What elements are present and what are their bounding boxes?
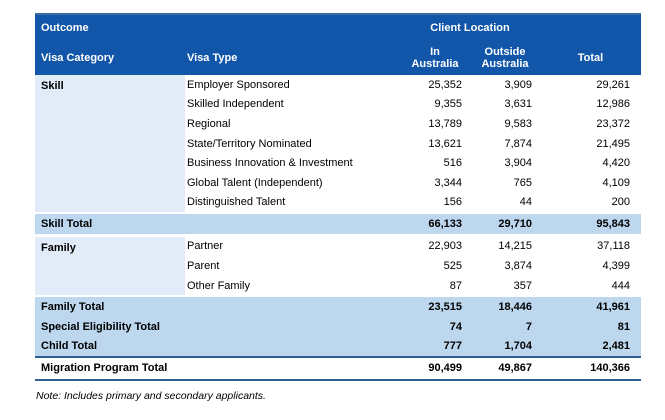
- migration-program-total: 140,366: [590, 362, 630, 375]
- total-cell: 21,495: [596, 137, 630, 150]
- table-header: [35, 13, 641, 75]
- family-total-row: [35, 297, 641, 317]
- visa-type-cell: Partner: [187, 240, 224, 253]
- table-note: Note: Includes primary and secondary applicants.: [36, 389, 266, 402]
- special-eligibility-total: 81: [617, 320, 630, 333]
- total-cell: 29,261: [596, 78, 630, 91]
- child-total-row: [35, 336, 641, 356]
- special-eligibility-in-australia: 74: [449, 320, 462, 333]
- outside-australia-cell: 9,583: [504, 117, 532, 130]
- visa-type-cell: Global Talent (Independent): [187, 176, 323, 189]
- table-row: [185, 276, 641, 296]
- special-eligibility-total-label: Special Eligibility Total: [41, 320, 160, 333]
- skill-total-label: Skill Total: [41, 217, 93, 230]
- table-body: [35, 75, 641, 381]
- child-total-total: 2,481: [602, 340, 630, 353]
- outside-australia-cell: 44: [519, 196, 532, 209]
- child-total-label: Child Total: [41, 340, 98, 353]
- skill-total-outside-australia: 29,710: [498, 217, 532, 230]
- in-australia-cell: 3,344: [434, 176, 462, 189]
- table-row: [185, 193, 641, 213]
- table-row: [185, 153, 641, 173]
- header-row-2: [35, 41, 641, 75]
- skill-rows: [185, 75, 641, 212]
- in-australia-cell: 525: [443, 260, 462, 273]
- family-group: [35, 237, 641, 296]
- special-eligibility-total-row: [35, 317, 641, 337]
- table-row: [185, 134, 641, 154]
- total-cell: 444: [611, 279, 630, 292]
- header-outcome: Outcome: [41, 22, 89, 34]
- header-outside-australia-label: Outside Australia: [481, 46, 529, 70]
- header-row-1: [35, 15, 641, 41]
- header-outside-australia: [470, 46, 540, 70]
- header-visa-type: Visa Type: [187, 52, 238, 64]
- outside-australia-cell: 3,904: [504, 157, 532, 170]
- skill-group: [35, 75, 641, 212]
- child-total-in-australia: 777: [443, 340, 462, 353]
- table-row: [185, 237, 641, 257]
- migration-program-in-australia: 90,499: [428, 362, 462, 375]
- family-rows: [185, 237, 641, 296]
- total-cell: 4,109: [602, 176, 630, 189]
- visa-type-cell: Employer Sponsored: [187, 78, 290, 91]
- header-visa-category: Visa Category: [41, 52, 115, 64]
- visa-type-cell: Distinguished Talent: [187, 196, 286, 209]
- total-cell: 37,118: [597, 240, 630, 253]
- visa-type-cell: Regional: [187, 117, 231, 130]
- visa-type-cell: Business Innovation & Investment: [187, 157, 353, 170]
- migration-program-table: [35, 13, 641, 402]
- in-australia-cell: 516: [443, 157, 462, 170]
- table-row: [185, 114, 641, 134]
- outside-australia-cell: 7,874: [504, 137, 532, 150]
- outside-australia-cell: 3,909: [504, 78, 532, 91]
- total-cell: 4,399: [602, 260, 630, 273]
- skill-total-in-australia: 66,133: [428, 217, 462, 230]
- header-client-location: Client Location: [430, 22, 510, 34]
- total-cell: 23,372: [596, 117, 630, 130]
- header-total: Total: [577, 52, 604, 64]
- family-total-total: 41,961: [596, 301, 630, 314]
- table-row: [185, 75, 641, 95]
- outside-australia-cell: 14,215: [498, 240, 532, 253]
- header-in-australia-label: In Australia: [411, 46, 459, 70]
- in-australia-cell: 25,352: [428, 78, 462, 91]
- in-australia-cell: 22,903: [428, 240, 462, 253]
- family-total-in-australia: 23,515: [428, 301, 462, 314]
- in-australia-cell: 13,789: [428, 117, 462, 130]
- family-total-label: Family Total: [41, 301, 105, 314]
- table-row: [185, 173, 641, 193]
- family-total-outside-australia: 18,446: [498, 301, 532, 314]
- skill-category-cell: Skill: [35, 75, 185, 212]
- outside-australia-cell: 3,874: [504, 260, 532, 273]
- visa-type-cell: Skilled Independent: [187, 98, 284, 111]
- table-row: [185, 256, 641, 276]
- total-cell: 4,420: [602, 157, 630, 170]
- total-cell: 12,986: [596, 98, 630, 111]
- migration-program-total-label: Migration Program Total: [41, 362, 168, 375]
- header-in-australia: [400, 46, 470, 70]
- in-australia-cell: 156: [443, 196, 462, 209]
- child-total-outside-australia: 1,704: [504, 340, 532, 353]
- visa-type-cell: State/Territory Nominated: [187, 137, 312, 150]
- skill-total-row: [35, 214, 641, 234]
- skill-total-total: 95,843: [596, 217, 630, 230]
- migration-program-total-row: [35, 356, 641, 381]
- migration-program-outside-australia: 49,867: [498, 362, 532, 375]
- outside-australia-cell: 357: [513, 279, 532, 292]
- in-australia-cell: 13,621: [428, 137, 462, 150]
- in-australia-cell: 87: [449, 279, 462, 292]
- special-eligibility-outside-australia: 7: [525, 320, 532, 333]
- visa-type-cell: Other Family: [187, 279, 250, 292]
- visa-type-cell: Parent: [187, 260, 220, 273]
- total-cell: 200: [611, 196, 630, 209]
- in-australia-cell: 9,355: [434, 98, 462, 111]
- table-row: [185, 95, 641, 115]
- family-category-cell: Family: [35, 237, 185, 296]
- outside-australia-cell: 3,631: [504, 98, 532, 111]
- outside-australia-cell: 765: [513, 176, 532, 189]
